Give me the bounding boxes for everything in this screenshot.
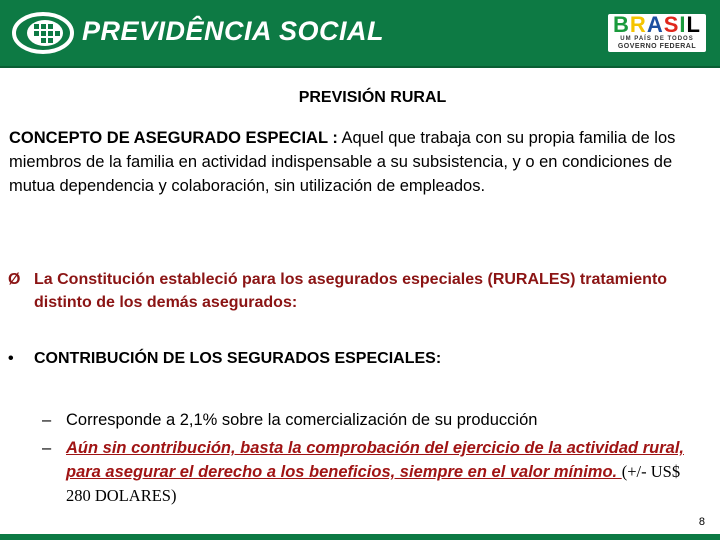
sub-item-contribution-rate — [42, 409, 702, 432]
bullet-icon: • — [8, 350, 14, 367]
brasil-wordmark: BRASIL — [613, 12, 701, 37]
dash-icon: – — [42, 411, 52, 429]
dash-icon: – — [42, 439, 52, 457]
header-bar — [0, 0, 720, 68]
dollar-amount: (+/- US$ 280 DOLARES) — [66, 462, 681, 505]
previdencia-logo-icon — [12, 12, 74, 54]
concept-paragraph — [9, 126, 709, 198]
brand-title: PREVIDÊNCIA SOCIAL — [82, 16, 385, 46]
contribution-heading-item — [8, 350, 708, 368]
bottom-bar — [0, 534, 720, 540]
concept-text: Aquel que trabaja con su propia familia de los miembros de la familia en actividad indispensable a su subsistencia, y o en condiciones de mutua dependencia y colaboración, sin utilización de empleados. — [9, 129, 676, 195]
sub-item-no-contribution — [42, 437, 702, 508]
governo-federal-logo — [608, 14, 706, 52]
sub-item-text — [42, 437, 702, 508]
governo-federal-label: GOVERNO FEDERAL — [617, 43, 697, 50]
arrow-bullet-text: La Constitución estableció para los asegurados especiales (RURALES) tratamiento distinto de los demás asegurados: — [34, 271, 668, 311]
slide-title: PREVISIÓN RURAL — [298, 89, 447, 106]
arrow-bullet-icon: Ø — [8, 271, 21, 288]
contribution-heading: CONTRIBUCIÓN DE LOS SEGURADOS ESPECIALES: — [34, 350, 442, 367]
highlighted-text: Aún sin contribución, basta la comprobación del ejercicio de la actividad rural, para asegurar el derecho a los beneficios, siempre en el valor mínimo. — [66, 439, 684, 481]
brasil-tagline: UM PAÍS DE TODOS — [620, 36, 694, 42]
concept-label: CONCEPTO DE ASEGURADO ESPECIAL : — [9, 129, 338, 147]
sub-item-text: Corresponde a 2,1% sobre la comercialización de su producción — [66, 411, 538, 429]
arrow-bullet-item — [8, 268, 716, 314]
page-number: 8 — [698, 516, 705, 528]
